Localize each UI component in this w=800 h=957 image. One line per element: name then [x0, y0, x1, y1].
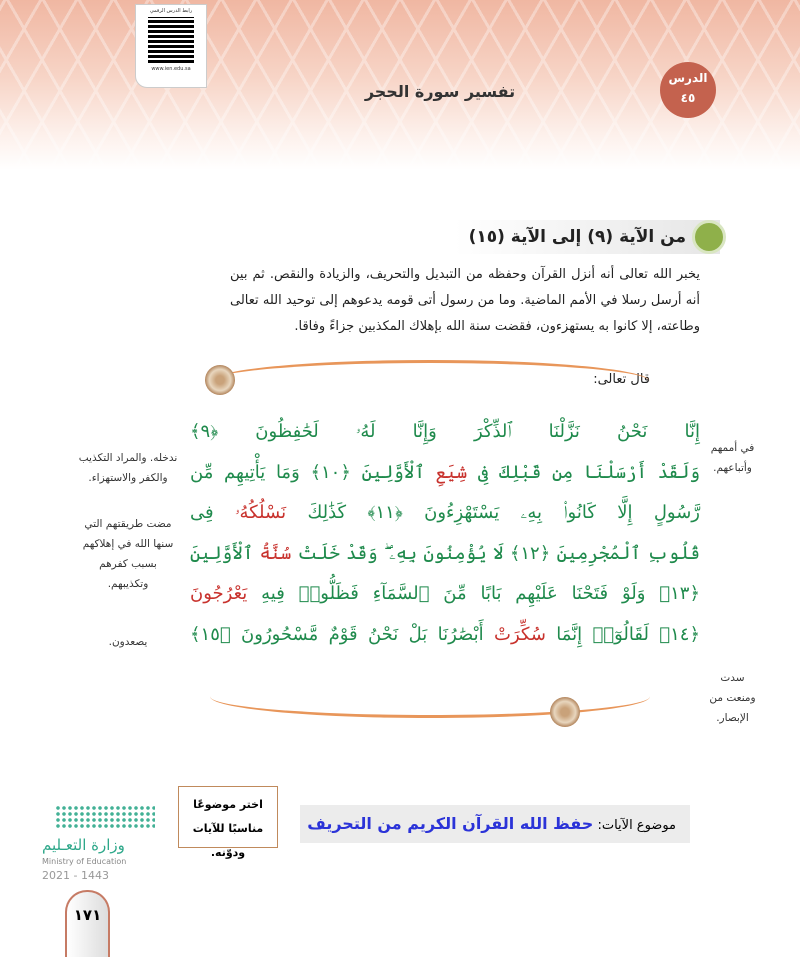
- verse-intro: قال تعالى:: [593, 372, 650, 387]
- note-right-1: في أممهم وأتباعهم.: [710, 442, 755, 474]
- verse-text: وَلَقَدْ أَرْسَلْنَا مِن قَبْلِكَ فِى: [467, 461, 700, 483]
- explained-word: شِيَعِ: [435, 461, 468, 483]
- edition-year: 2021 - 1443: [42, 869, 109, 882]
- verse-text: قُلُوبِ ٱلْمُجْرِمِينَ ﴿١٢﴾ لَا يُؤْمِنُونَ بِهِۦ ۖ وَقَدْ خَلَتْ: [291, 542, 701, 564]
- ministry-name-ar: وزارة التعـليم: [42, 836, 125, 854]
- page-title: تفسير سورة الحجر: [364, 82, 516, 101]
- ministry-logo-icon: [55, 805, 155, 829]
- qr-label: رابط الدرس الرقمي: [149, 8, 193, 14]
- topic-value: حفظ الله القرآن الكريم من التحريف: [307, 814, 594, 833]
- medallion-icon: [550, 697, 580, 727]
- section-heading-text: من الآية (٩) إلى الآية (١٥): [468, 227, 686, 247]
- verse-line: [190, 615, 700, 656]
- verse-line: [190, 493, 700, 534]
- note-right-2: سدت ومنعت من الإبصار.: [709, 672, 756, 724]
- verse-line: [190, 453, 700, 494]
- medallion-icon: [205, 365, 235, 395]
- verse-line: [190, 534, 700, 575]
- verse-text: ﴿١٣﴾ وَلَوْ فَتَحْنَا عَلَيْهِم بَابًا مِّنَ ٱلسَّمَآءِ فَظَلُّوا۟ فِيهِ: [247, 583, 700, 604]
- top-arc-divider: [210, 360, 650, 403]
- qr-url[interactable]: www.ien.edu.sa: [151, 66, 191, 72]
- page-number: ١٧١: [65, 890, 110, 957]
- star-ornament-icon: [692, 220, 726, 254]
- qr-link-box[interactable]: [135, 4, 207, 88]
- activity-box: اختر موضوعًا مناسبًا للآيات ودوّنه.: [178, 786, 278, 848]
- lesson-badge: [660, 62, 716, 118]
- verse-text: ﴿١٤﴾ لَقَالُوٓا۟ إِنَّمَا: [545, 623, 700, 645]
- qr-code-icon[interactable]: [148, 17, 194, 63]
- verse-text: فِى: [190, 502, 235, 523]
- lesson-number: ٤٥: [680, 91, 696, 105]
- lesson-label: الدرس: [668, 71, 708, 85]
- verse-line: [190, 412, 700, 453]
- section-heading: [455, 220, 720, 254]
- explained-word: سُكِّرَتْ: [494, 623, 546, 645]
- intro-paragraph: يخبر الله تعالى أنه أنزل القرآن وحفظه من التبديل والتحريف، والزيادة والنقص. ثم بين أنه أرسل رسلا في الأمم الماضية. وما من رسول أتى قومه يدعوهم إلى توحيد الله تعالى وطاعته، إلا كانوا به يستهزءون، فقضت سنة الله بإهلاك المكذبين جزاءً وفاقا.: [230, 267, 700, 334]
- explained-word: سُنَّةُ: [259, 542, 292, 564]
- topic-label: موضوع الآيات:: [597, 818, 676, 833]
- verse-text: أَبْصَٰرُنَا بَلْ نَحْنُ قَوْمٌ مَّسْحُورُونَ ﴿١٥﴾: [190, 623, 495, 645]
- note-left-2: مضت طريقتهم التي سنها الله في إهلاكهم بسبب كفرهم وتكذيبهم.: [82, 518, 174, 590]
- bottom-arc-divider: [210, 675, 650, 718]
- verse-text: إِنَّا نَحْنُ نَزَّلْنَا ٱلذِّكْرَ وَإِنَّا لَهُۥ لَحَٰفِظُونَ ﴿٩﴾: [190, 421, 700, 442]
- quran-verses: [190, 412, 700, 655]
- verses-topic-box: [300, 805, 690, 843]
- verse-text: رَّسُولٍ إِلَّا كَانُوا۟ بِهِۦ يَسْتَهْزِءُونَ ﴿١١﴾ كَذَٰلِكَ: [286, 502, 700, 523]
- verse-text: ٱلْأَوَّلِينَ: [190, 542, 260, 564]
- explained-word: يَعْرُجُونَ: [190, 583, 248, 604]
- verse-text: ٱلْأَوَّلِينَ ﴿١٠﴾ وَمَا يَأْتِيهِم مِّن: [190, 461, 436, 483]
- note-left-1: ندخله. والمراد التكذيب والكفر والاستهزاء.: [78, 452, 178, 484]
- ministry-name-en: Ministry of Education: [42, 857, 127, 866]
- explained-word: نَسْلُكُهُۥ: [234, 502, 287, 523]
- verse-line: [190, 574, 700, 615]
- note-left-3: يصعدون.: [108, 636, 148, 648]
